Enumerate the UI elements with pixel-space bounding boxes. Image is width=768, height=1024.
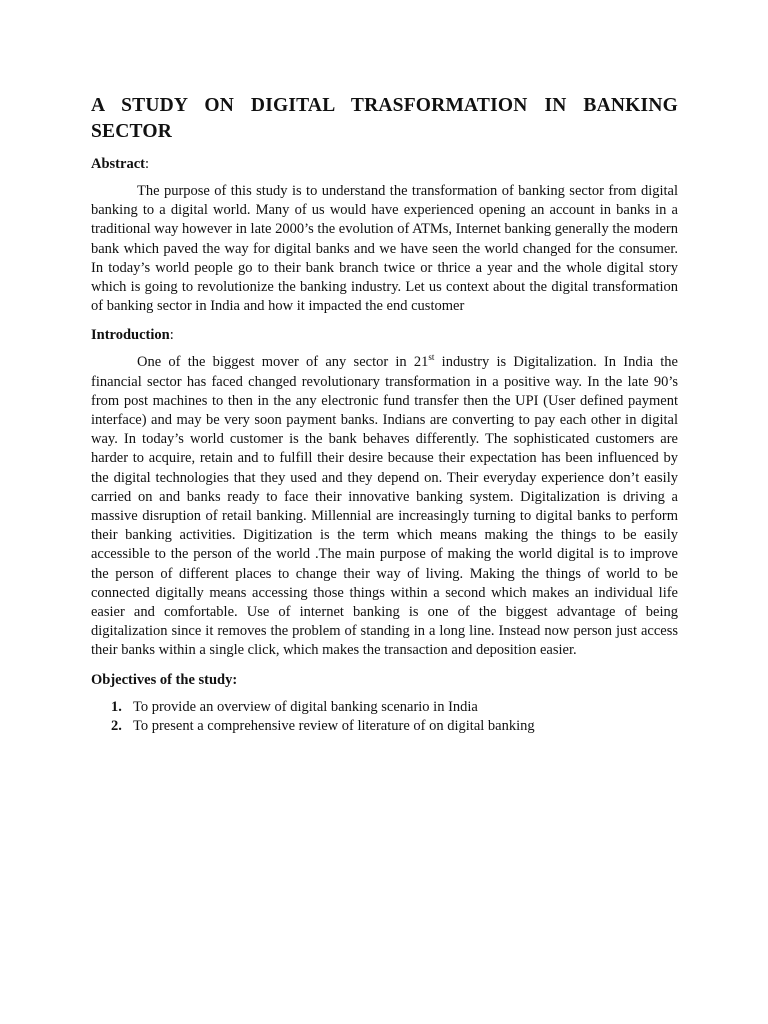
objectives-heading: Objectives of the study: — [91, 671, 238, 688]
introduction-heading — [91, 326, 678, 345]
objective-text: To present a comprehensive review of literature of on digital banking — [133, 718, 535, 735]
introduction-heading-colon: : — [169, 327, 174, 344]
ordinal-superscript: st — [428, 352, 435, 363]
introduction-paragraph — [91, 353, 678, 660]
objective-item — [91, 717, 678, 737]
introduction-text-start: One of the biggest mover of any sector in 21 — [137, 354, 429, 371]
objective-number: 1. — [111, 698, 122, 715]
abstract-paragraph: The purpose of this study is to understand the transformation of banking sector from digital banking to a digital world. Many of us would have experienced opening an account in banks in a traditional way however in late 2000’s the evolution of ATMs, Internet banking generally the modern bank which paved the way for digital banks and we have seen the world changed for the consumer. In today’s world people go to their bank branch twice or thrice a year and the whole digital story which is going to revolutionize the banking industry. Let us context about the digital transformation of banking sector in India and how it impacted the end customer — [91, 183, 678, 315]
introduction-heading-label: Introduction — [91, 327, 170, 344]
introduction-text-rest: industry is Digitalization. In India the financial sector has faced changed revolutionary transformation in a positive way. In the late 90’s from post machines to then in the any electronic fund transfer then the UPI (User defined payment interface) and may be very soon payment banks. Indians are converting to pay each other in digital way. In today’s world customer is the bank behaves differently. The sophisticated customers are harder to acquire, retain and to fulfill their desire because their expectation has been influenced by the digital technologies that they used and they depend on. Their everyday experience don’t easily carried on and banks ready to face their innovative banking system. Digitalization is driving a massive disruption of retail banking. Millennial are increasingly turning to digital banks to perform their banking activities. Digitization is the term which means making the things to be easily accessible to the person of the world .The main purpose of making the world digital is to improve the person of different places to change their way of living. Making the things of world to be connected digitally means accessing those things within a second which makes an individual life easier and comfortable. Use of internet banking is one of the biggest advantage of being digitalization since it removes the problem of standing in a long line. Instead now person just access their banks within a single click, which makes the transaction and deposition easier. — [91, 354, 678, 659]
abstract-heading — [91, 155, 678, 174]
objective-item — [91, 698, 678, 718]
abstract-heading-label: Abstract — [91, 156, 145, 172]
document-page — [91, 93, 678, 737]
document-title: A STUDY ON DIGITAL TRASFORMATION IN BANKING SECTOR — [91, 95, 678, 142]
objective-text: To provide an overview of digital banking scenario in India — [133, 698, 478, 715]
objectives-list — [91, 698, 678, 737]
objective-number: 2. — [111, 718, 122, 735]
abstract-heading-colon: : — [144, 156, 149, 172]
